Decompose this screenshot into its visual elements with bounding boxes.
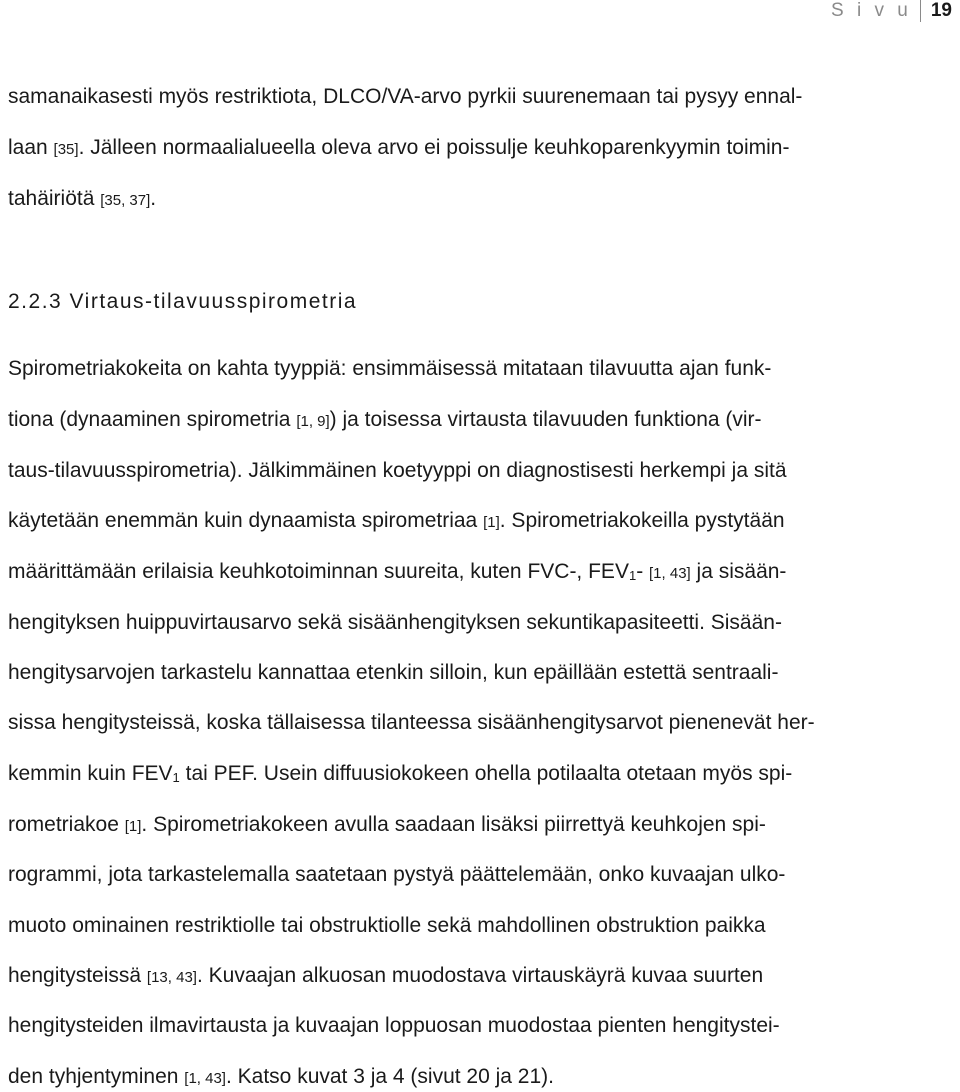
text-line: rogrammi, jota tarkastelemalla saatetaan pystyä päättelemään, onko kuvaajan ulko- [8, 863, 786, 886]
subscript: 1 [172, 770, 180, 785]
text-line: laan [35]. Jälleen normaalialueella oleva arvo ei poissulje keuhkoparenkyymin toimin- [8, 136, 790, 159]
text-line: tiona (dynaaminen spirometria [1, 9]) ja toisessa virtausta tilavuuden funktiona (vir- [8, 408, 762, 431]
text-line: samanaikasesti myös restriktiota, DLCO/VA-arvo pyrkii suurenemaan tai pysyy ennal- [8, 85, 803, 108]
citation: [1] [483, 514, 500, 531]
text-line: hengitysteissä [13, 43]. Kuvaajan alkuosan muodostava virtauskäyrä kuvaa suurten [8, 964, 764, 987]
page-label: S i v u [831, 0, 912, 21]
subscript: 1 [628, 568, 637, 583]
text-line: taus-tilavuusspirometria). Jälkimmäinen koetyyppi on diagnostisesti herkempi ja sitä [8, 459, 787, 482]
citation: [1, 43] [649, 565, 691, 582]
text-line: tahäiriötä [35, 37]. [8, 187, 157, 210]
section-heading: 2.2.3 Virtaus-tilavuusspirometria [8, 290, 358, 313]
citation: [1, 43] [184, 1070, 226, 1087]
text-line: kemmin kuin $FEV_1$ tai PEF. Usein diffuusiokokeen ohella potilaalta otetaan myös spi- [8, 762, 793, 785]
text-line: Spirometriakokeita on kahta tyyppiä: ensimmäisessä mitataan tilavuutta ajan funk- [8, 357, 772, 380]
citation: [13, 43] [146, 969, 197, 986]
citation: [1, 9] [296, 413, 330, 430]
citation: [35, 37] [100, 192, 151, 209]
page-number: 19 [930, 0, 952, 21]
text-line: käytetään enemmän kuin dynaamista spirometriaa [1]. Spirometriakokeilla pystytään [8, 509, 785, 532]
text-line: hengitysarvojen tarkastelu kannattaa etenkin silloin, kun epäillään estettä sentraali- [8, 661, 779, 684]
text-line: muoto ominainen restriktiolle tai obstruktiolle sekä mahdollinen obstruktion paikka [8, 914, 766, 937]
text-line: rometriakoe [1]. Spirometriakokeen avulla saadaan lisäksi piirrettyä keuhkojen spi- [8, 813, 766, 836]
text-line: sissa hengitysteissä, koska tällaisessa tilanteessa sisäänhengitysarvot pienenevät her- [8, 711, 815, 734]
text-line: hengitysteiden ilmavirtausta ja kuvaajan loppuosan muodostaa pienten hengitystei- [8, 1014, 780, 1037]
text-line: den tyhjentyminen [1, 43]. Katso kuvat 3 ja 4 (sivut 20 ja 21). [8, 1065, 554, 1088]
citation: [1] [124, 818, 142, 835]
text-line: hengityksen huippuvirtausarvo sekä sisäänhengityksen sekuntikapasiteetti. Sisään- [8, 611, 782, 634]
citation: [35] [53, 141, 79, 158]
page-header [831, 0, 952, 22]
text-line: määrittämään erilaisia keuhkotoiminnan suureita, kuten FVC-, $FEV_1-$ [1, 43] ja sisään- [8, 560, 787, 583]
